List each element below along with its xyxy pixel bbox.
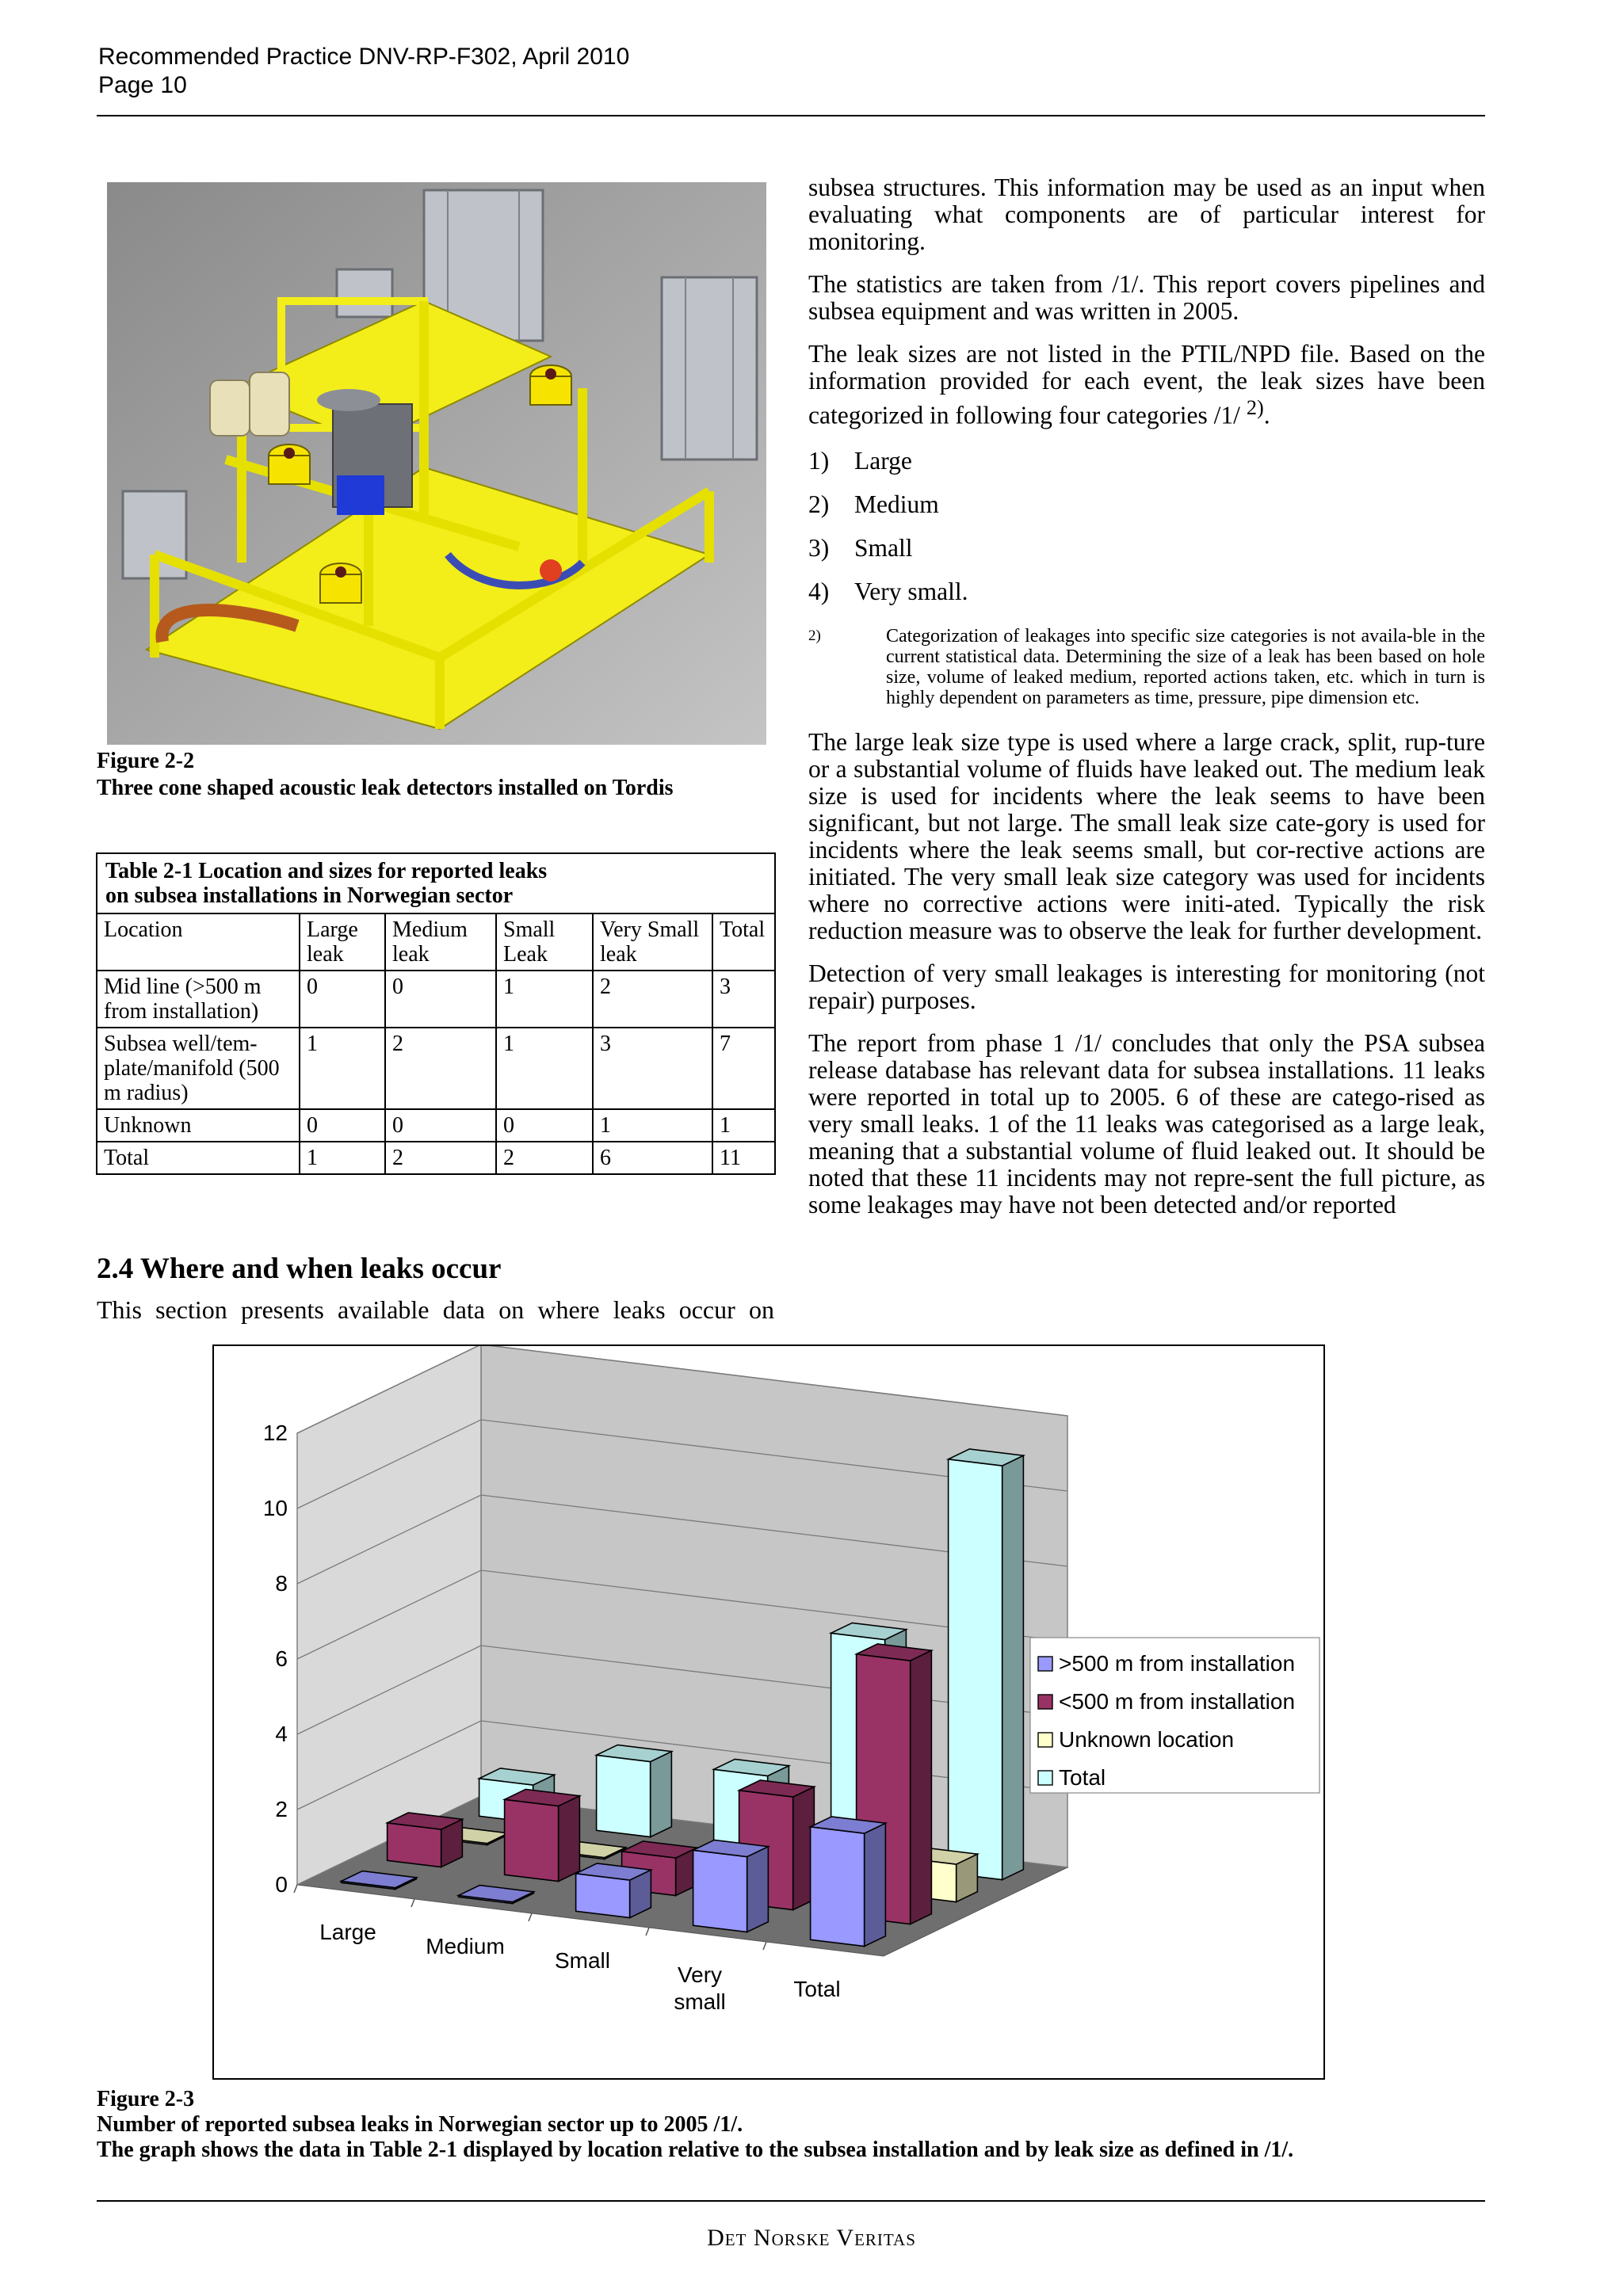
table-row <box>97 971 775 1028</box>
table-cell: 1 <box>593 1109 712 1142</box>
chart-bar <box>597 1745 672 1836</box>
chart-bar-side <box>747 1847 769 1932</box>
table-cell: 0 <box>385 971 496 1028</box>
chart-bar-side <box>559 1796 580 1882</box>
x-tick-label <box>319 1920 376 1944</box>
x-tick-mark <box>294 1885 297 1893</box>
table-cell: Mid line (>500 m from installation) <box>97 971 300 1028</box>
table-header-cell: Small Leak <box>496 913 593 971</box>
footnote-text: Categorization of leakages into specific size categories is not availa-ble in the current statistical data. Determining the size of a leak has been based on hole size, volume of leaked medium, reported actions taken, etc. which in turn is highly dependent on parameters as time, pressure, pipe dimension etc. <box>886 625 1485 708</box>
table-row <box>97 1028 775 1109</box>
table-caption-line-1: Table 2-1 Location and sizes for reported leaks <box>105 859 548 883</box>
legend-label: <500 m from installation <box>1059 1689 1296 1714</box>
chart-bar-side <box>865 1823 886 1946</box>
y-tick-label: 12 <box>262 1421 288 1445</box>
list-number: 1) <box>808 446 830 475</box>
chart-bar-side <box>651 1752 672 1837</box>
x-tick-label-line: small <box>674 1989 726 2014</box>
table-cell: 1 <box>496 971 593 1028</box>
figure-2-3-chart <box>212 1344 1325 2080</box>
footer-text: Det Norske Veritas <box>707 2225 916 2251</box>
table-cell: 2 <box>496 1142 593 1174</box>
paragraph-end: . <box>1263 401 1270 429</box>
x-tick-label-line: Very <box>677 1962 723 1987</box>
footer-rule <box>97 2200 1485 2202</box>
table-cell: 3 <box>593 1028 712 1109</box>
figure-label: Figure 2-3 <box>97 2087 195 2111</box>
header-rule <box>97 115 1485 116</box>
table-row <box>97 1142 775 1174</box>
x-tick-mark <box>411 1899 414 1907</box>
chart-bar-front <box>693 1850 747 1932</box>
figure-caption-line-1: Number of reported subsea leaks in Norwegian sector up to 2005 /1/. <box>97 2112 743 2137</box>
paragraph: subsea structures. This information may be used as an input when evaluating what components are of particular interest for monitoring. <box>808 174 1485 255</box>
table-cell: 11 <box>712 1142 775 1174</box>
table-caption-line-2: on subsea installations in Norwegian sector <box>105 883 514 908</box>
chart-bar-side <box>1002 1455 1024 1879</box>
list-number: 4) <box>808 577 830 605</box>
footnote-mark: 2) <box>808 627 821 644</box>
figure-2-2-caption <box>97 748 778 802</box>
list-text: Large <box>854 446 912 475</box>
paragraph: Detection of very small leakages is interesting for monitoring (not repair) purposes. <box>808 959 1485 1014</box>
table-cell: 2 <box>593 971 712 1028</box>
list-item <box>808 534 1485 562</box>
table-cell: 7 <box>712 1028 775 1109</box>
x-tick-label <box>426 1934 505 1958</box>
chart-side-wall <box>297 1346 481 1885</box>
figure-caption: Three cone shaped acoustic leak detectors installed on Tordis <box>97 776 674 800</box>
chart-bar-front <box>505 1799 559 1881</box>
table-header-cell: Very Small leak <box>593 913 712 971</box>
paragraph <box>808 341 1485 429</box>
page-header <box>98 43 629 100</box>
list-item <box>808 447 1485 475</box>
table-header-cell: Medium leak <box>385 913 496 971</box>
chart-bar <box>949 1449 1024 1880</box>
table-caption <box>97 853 775 913</box>
leak-category-list <box>808 447 1485 605</box>
table-header-row <box>97 913 775 971</box>
chart-bar-side <box>911 1650 932 1924</box>
table-cell: 2 <box>385 1028 496 1109</box>
table-row <box>97 1109 775 1142</box>
y-tick-label: 0 <box>275 1872 288 1897</box>
table-cell: 1 <box>712 1109 775 1142</box>
paragraph: The large leak size type is used where a large crack, split, rup-ture or a substantial volume of fluids have leaked out. The medium leak size is used for incidents where the leak seems to have been significant, but not large. The small leak size cate-gory is used for incidents where the leak seems small, but cor-rective actions are initiated. The very small leak size category was used for incidents where no corrective actions were initi-ated. Typically the risk reduction measure was to observe the leak for further development. <box>808 727 1485 944</box>
table-cell: 3 <box>712 971 775 1028</box>
x-tick-label <box>793 1977 840 2001</box>
chart-bar <box>811 1817 886 1947</box>
legend-label: Unknown location <box>1059 1727 1235 1752</box>
table-cell: 0 <box>496 1109 593 1142</box>
section-intro: This section presents available data on where leaks occur on <box>97 1295 774 1324</box>
chart-bar <box>388 1813 463 1867</box>
chart-svg <box>214 1346 1323 2078</box>
x-tick-mark <box>529 1913 532 1921</box>
chart-bar-front <box>388 1823 441 1867</box>
x-tick-label-line: Total <box>793 1977 841 2001</box>
chart-bar <box>505 1789 580 1881</box>
table-cell: 1 <box>300 1142 385 1174</box>
table-cell: 0 <box>300 1109 385 1142</box>
table-cell: 0 <box>300 971 385 1028</box>
list-number: 2) <box>808 490 830 518</box>
figure-caption-line-2: The graph shows the data in Table 2-1 displayed by location relative to the subsea installation and by leak size as defined in /1/. <box>97 2138 1294 2162</box>
x-tick-label-line: Large <box>319 1920 376 1944</box>
list-item <box>808 578 1485 605</box>
y-tick-label: 10 <box>262 1496 288 1520</box>
x-tick-mark <box>646 1928 649 1936</box>
section-heading: 2.4 Where and when leaks occur <box>97 1253 502 1285</box>
page-footer <box>0 2225 1623 2252</box>
legend-swatch <box>1038 1657 1052 1671</box>
x-tick-label-line: Medium <box>426 1934 505 1958</box>
table-header-cell: Location <box>97 913 300 971</box>
x-tick-label <box>674 1962 725 2014</box>
x-tick-mark <box>763 1942 766 1950</box>
header-line-1: Recommended Practice DNV-RP-F302, April 2010 <box>98 44 630 70</box>
table-header-cell: Large leak <box>300 913 385 971</box>
x-tick-label <box>555 1948 610 1973</box>
chart-bar-front <box>597 1755 651 1836</box>
legend-swatch <box>1038 1771 1052 1785</box>
figure-label: Figure 2-2 <box>97 749 195 773</box>
y-tick-label: 2 <box>275 1797 288 1821</box>
subsea-template-illustration <box>107 182 766 745</box>
chart-bar <box>576 1863 651 1918</box>
table-cell: 2 <box>385 1142 496 1174</box>
figure-2-3-caption <box>97 2087 1571 2163</box>
table-cell: Subsea well/tem-plate/manifold (500 m radius) <box>97 1028 300 1109</box>
right-column <box>808 174 1485 1234</box>
chart-bar-front <box>811 1827 865 1947</box>
legend-swatch <box>1038 1695 1052 1709</box>
x-tick-label-line: Small <box>554 1948 611 1973</box>
footnote-ref: 2) <box>1246 396 1264 419</box>
legend-swatch <box>1038 1733 1052 1747</box>
list-number: 3) <box>808 533 830 562</box>
chart-bar <box>693 1840 769 1932</box>
table-cell: Total <box>97 1142 300 1174</box>
list-text: Very small. <box>854 577 968 605</box>
table-2-1 <box>96 852 776 1175</box>
table-cell: 1 <box>300 1028 385 1109</box>
chart-bar-front <box>949 1459 1002 1880</box>
list-text: Medium <box>854 490 939 518</box>
y-tick-label: 4 <box>275 1722 288 1746</box>
legend-label: Total <box>1059 1765 1106 1790</box>
footnote <box>808 626 1485 708</box>
header-line-2: Page 10 <box>98 72 187 98</box>
table-cell: 6 <box>593 1142 712 1174</box>
list-text: Small <box>854 533 913 562</box>
paragraph-text: The leak sizes are not listed in the PTIL/NPD file. Based on the information provided for each event, the leak sizes have been categorized in following four categories /1/ <box>808 340 1485 429</box>
y-tick-label: 6 <box>275 1646 288 1671</box>
legend-label: >500 m from installation <box>1059 1651 1296 1676</box>
table-cell: 0 <box>385 1109 496 1142</box>
chart-bar-front <box>576 1874 630 1918</box>
y-tick-label: 8 <box>275 1571 288 1596</box>
table-cell: 1 <box>496 1028 593 1109</box>
list-item <box>808 490 1485 518</box>
paragraph: The statistics are taken from /1/. This report covers pipelines and subsea equipment and was written in 2005. <box>808 270 1485 325</box>
paragraph: The report from phase 1 /1/ concludes that only the PSA subsea release database has relevant data for subsea installations. 11 leaks were reported in total up to 2005. 6 of these are catego-rised as very small leaks. 1 of the 11 leaks was categorised as a large leak, meaning that a substantial volume of fluid leaked out. It should be noted that these 11 incidents may not repre-sent the full picture, as some leakages may have not been detected and/or reported <box>808 1028 1485 1219</box>
table-cell: Unknown <box>97 1109 300 1142</box>
table-header-cell: Total <box>712 913 775 971</box>
